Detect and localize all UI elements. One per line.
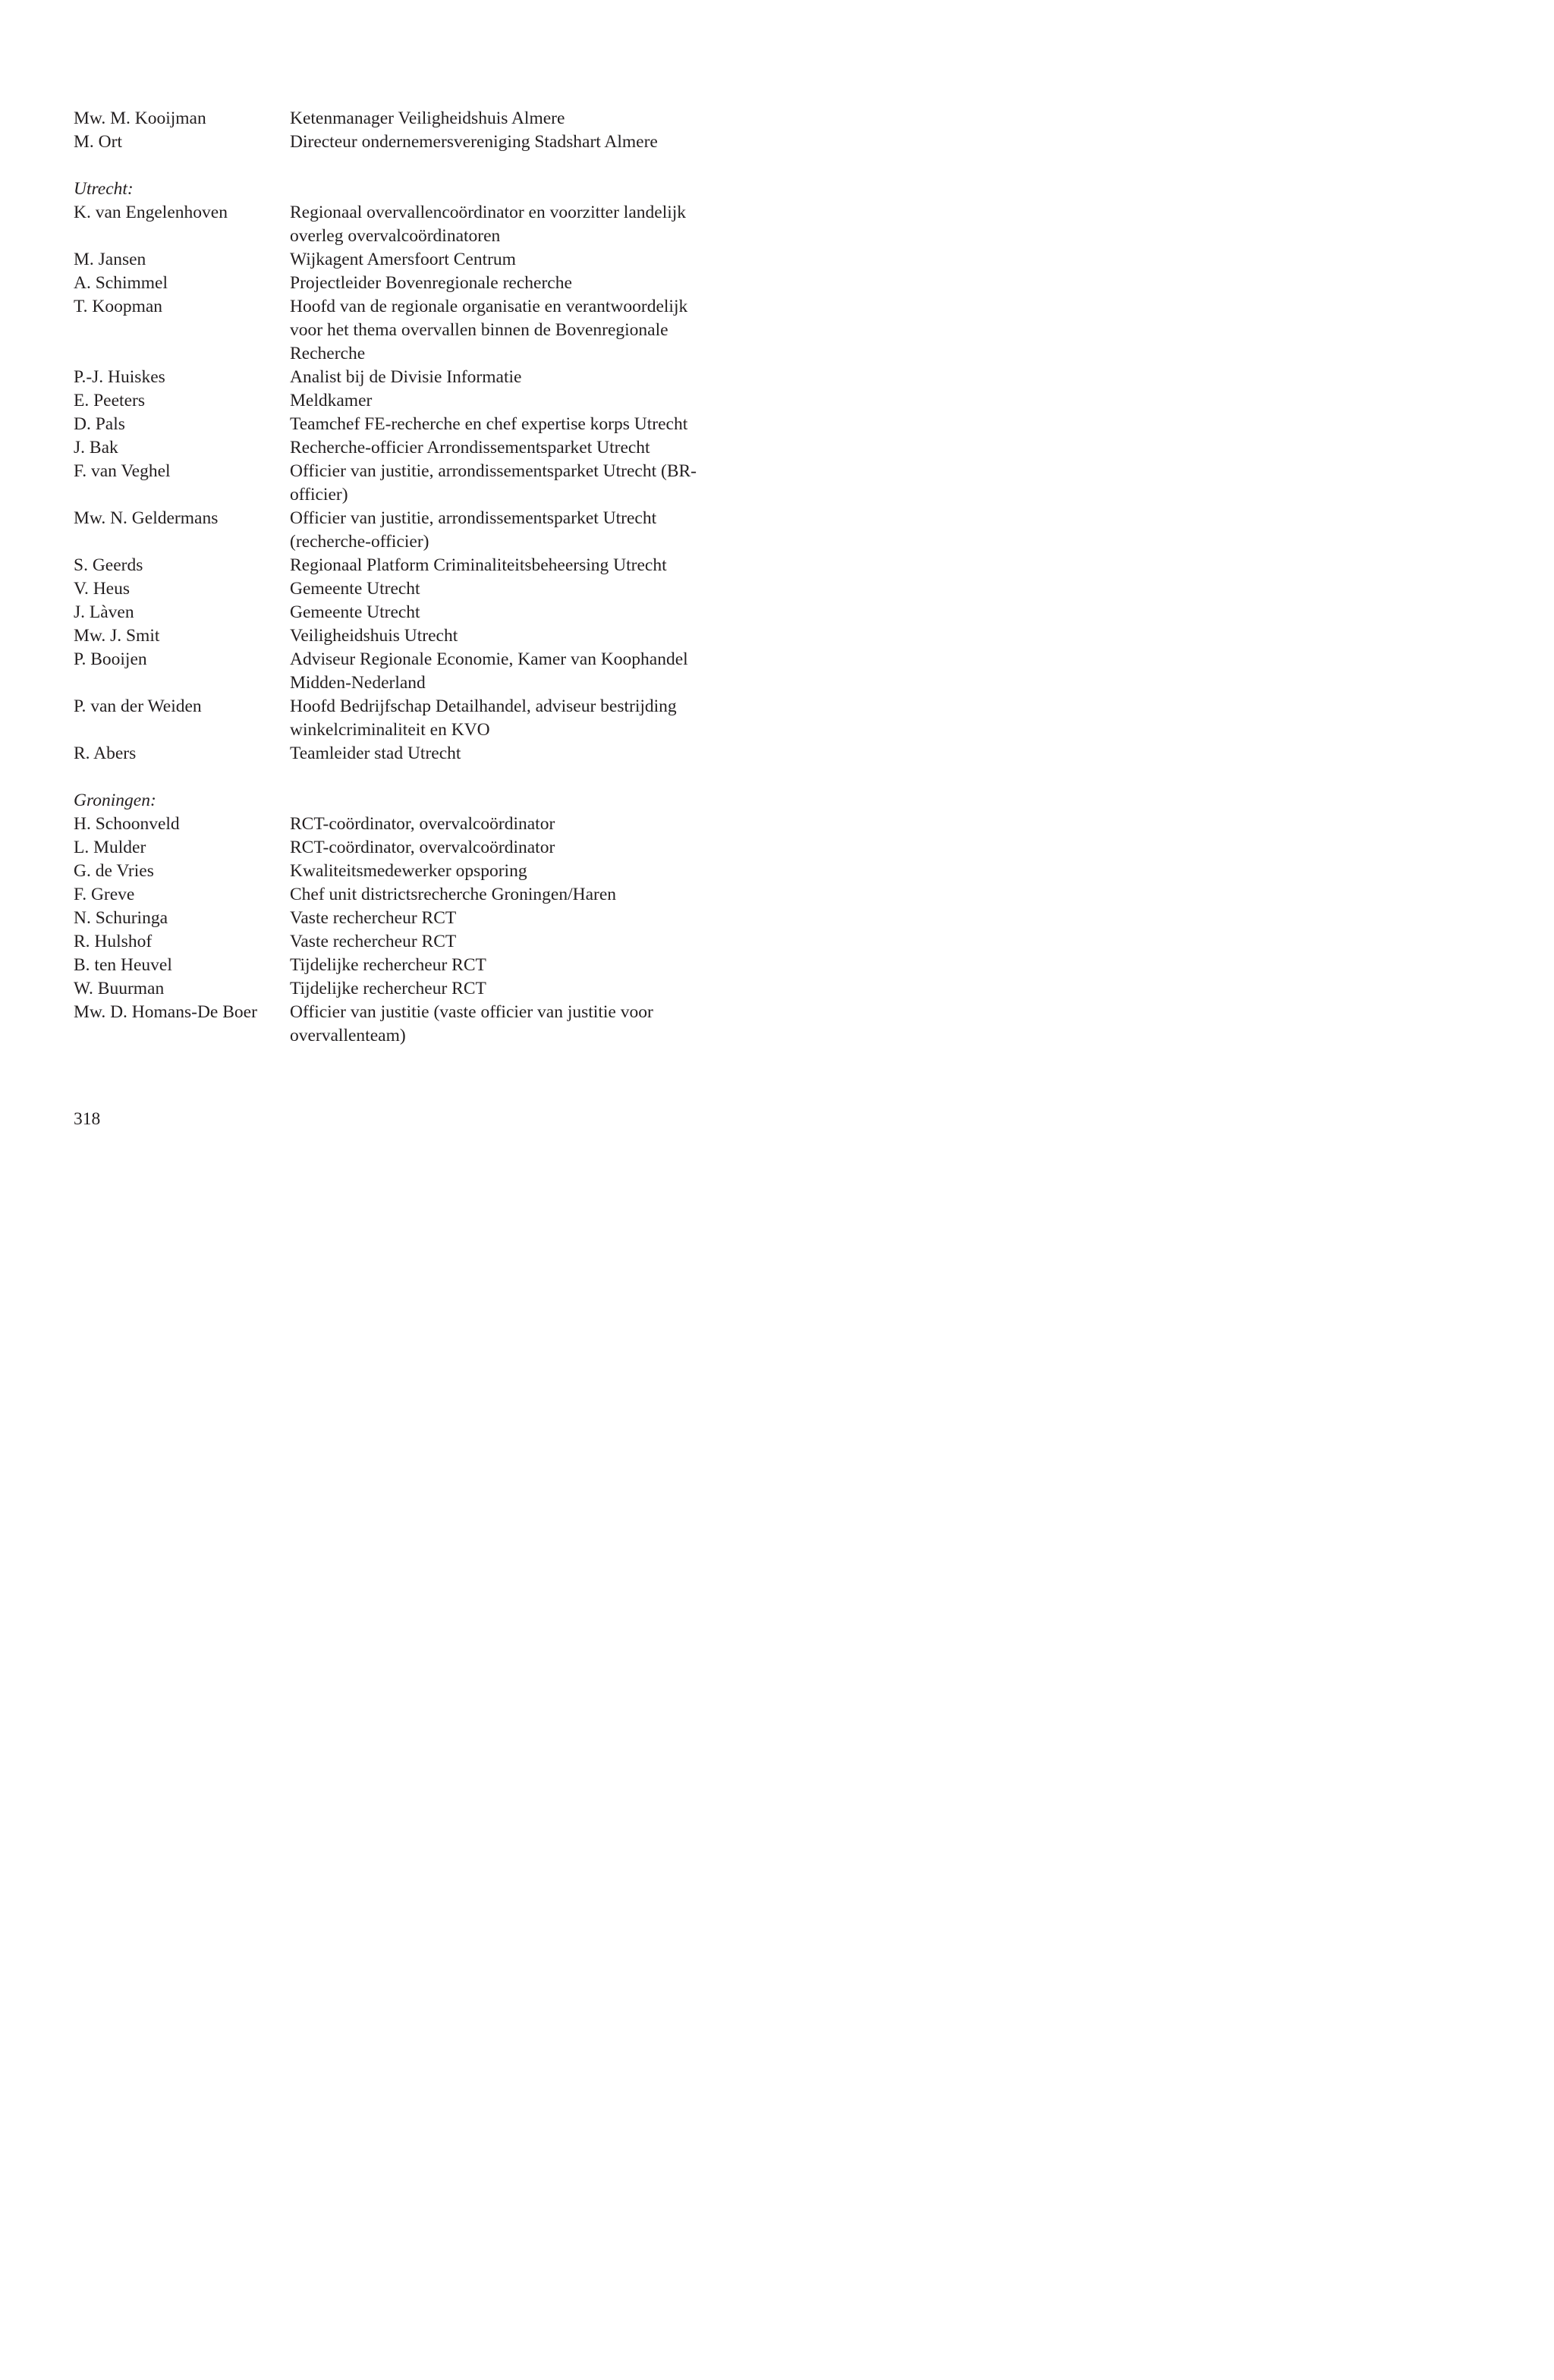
person-role: Gemeente Utrecht xyxy=(290,602,420,622)
person-role: Recherche-officier Arrondissementsparket Utrecht xyxy=(290,438,650,457)
person-name: H. Schoonveld xyxy=(74,814,180,834)
person-name: Mw. J. Smit xyxy=(74,626,160,646)
person-role: Regionaal Platform Criminaliteitsbeheersing Utrecht xyxy=(290,555,667,575)
person-row xyxy=(74,954,719,977)
person-name: K. van Engelenhoven xyxy=(74,203,228,222)
person-name: F. Greve xyxy=(74,885,135,904)
person-role: Analist bij de Divisie Informatie xyxy=(290,367,522,387)
person-role: Chef unit districtsrecherche Groningen/Haren xyxy=(290,885,617,904)
person-role: Tijdelijke rechercheur RCT xyxy=(290,979,486,998)
section-heading: Groningen: xyxy=(74,791,156,810)
person-name: P.-J. Huiskes xyxy=(74,367,165,387)
person-row xyxy=(74,554,719,577)
person-row xyxy=(74,389,719,413)
person-row xyxy=(74,460,719,507)
person-role: Vaste rechercheur RCT xyxy=(290,932,457,951)
person-role: RCT-coördinator, overvalcoördinator xyxy=(290,814,555,834)
person-role: Gemeente Utrecht xyxy=(290,579,420,599)
person-role: Hoofd van de regionale organisatie en verantwoordelijk voor het thema overvallen binnen de Bovenregionale Recherche xyxy=(290,297,688,363)
person-name: D. Pals xyxy=(74,414,125,434)
person-name: J. Làven xyxy=(74,602,134,622)
person-role: Wijkagent Amersfoort Centrum xyxy=(290,250,516,269)
person-row xyxy=(74,860,719,883)
person-row xyxy=(74,413,719,436)
person-row xyxy=(74,1001,719,1048)
person-row xyxy=(74,836,719,860)
person-role: Directeur ondernemersvereniging Stadshart Almere xyxy=(290,132,658,152)
person-name: Mw. N. Geldermans xyxy=(74,508,219,528)
section xyxy=(74,789,719,1048)
person-row xyxy=(74,577,719,601)
person-role: Veiligheidshuis Utrecht xyxy=(290,626,458,646)
person-role: Officier van justitie (vaste officier van justitie voor overvallenteam) xyxy=(290,1002,653,1045)
person-row xyxy=(74,295,719,366)
person-role: Projectleider Bovenregionale recherche xyxy=(290,273,572,293)
person-row xyxy=(74,813,719,836)
page-number: 318 xyxy=(74,1109,101,1129)
section xyxy=(74,107,719,154)
person-name: F. van Veghel xyxy=(74,461,171,481)
person-name: P. Booijen xyxy=(74,649,147,669)
person-row xyxy=(74,436,719,460)
person-row xyxy=(74,648,719,695)
person-role: Adviseur Regionale Economie, Kamer van Koophandel Midden-Nederland xyxy=(290,649,688,693)
person-role: Meldkamer xyxy=(290,391,373,410)
person-row xyxy=(74,107,719,130)
person-name: A. Schimmel xyxy=(74,273,168,293)
person-name: Mw. M. Kooijman xyxy=(74,108,206,128)
person-name: G. de Vries xyxy=(74,861,154,881)
person-role: Tijdelijke rechercheur RCT xyxy=(290,955,486,975)
person-role: Regionaal overvallencoördinator en voorzitter landelijk overleg overvalcoördinatoren xyxy=(290,203,687,246)
person-role: Ketenmanager Veiligheidshuis Almere xyxy=(290,108,565,128)
person-name: S. Geerds xyxy=(74,555,143,575)
person-row xyxy=(74,742,719,766)
person-name: R. Abers xyxy=(74,744,137,763)
person-name: L. Mulder xyxy=(74,838,146,857)
person-role: Officier van justitie, arrondissementsparket Utrecht (recherche-officier) xyxy=(290,508,657,552)
person-row xyxy=(74,977,719,1001)
person-row xyxy=(74,883,719,907)
person-row xyxy=(74,248,719,272)
person-name: M. Jansen xyxy=(74,250,146,269)
person-name: R. Hulshof xyxy=(74,932,153,951)
person-row xyxy=(74,201,719,248)
person-role: Kwaliteitsmedewerker opsporing xyxy=(290,861,527,881)
person-name: B. ten Heuvel xyxy=(74,955,172,975)
person-row xyxy=(74,272,719,295)
person-row xyxy=(74,907,719,930)
person-row xyxy=(74,507,719,554)
person-name: J. Bak xyxy=(74,438,118,457)
person-name: V. Heus xyxy=(74,579,130,599)
person-row xyxy=(74,130,719,154)
person-row xyxy=(74,366,719,389)
section xyxy=(74,178,719,766)
person-name: T. Koopman xyxy=(74,297,163,316)
person-row xyxy=(74,624,719,648)
person-name: P. van der Weiden xyxy=(74,696,202,716)
person-role: Teamleider stad Utrecht xyxy=(290,744,461,763)
person-role: RCT-coördinator, overvalcoördinator xyxy=(290,838,555,857)
person-row xyxy=(74,695,719,742)
person-name: E. Peeters xyxy=(74,391,145,410)
person-name: N. Schuringa xyxy=(74,908,168,928)
person-name: M. Ort xyxy=(74,132,122,152)
person-row xyxy=(74,601,719,624)
person-role: Vaste rechercheur RCT xyxy=(290,908,457,928)
person-role: Officier van justitie, arrondissementsparket Utrecht (BR-officier) xyxy=(290,461,697,505)
contact-list xyxy=(74,107,719,1048)
section-heading: Utrecht: xyxy=(74,179,134,199)
person-role: Hoofd Bedrijfschap Detailhandel, adviseur bestrijding winkelcriminaliteit en KVO xyxy=(290,696,677,740)
person-role: Teamchef FE-recherche en chef expertise korps Utrecht xyxy=(290,414,688,434)
person-name: Mw. D. Homans-De Boer xyxy=(74,1002,257,1022)
person-name: W. Buurman xyxy=(74,979,165,998)
person-row xyxy=(74,930,719,954)
